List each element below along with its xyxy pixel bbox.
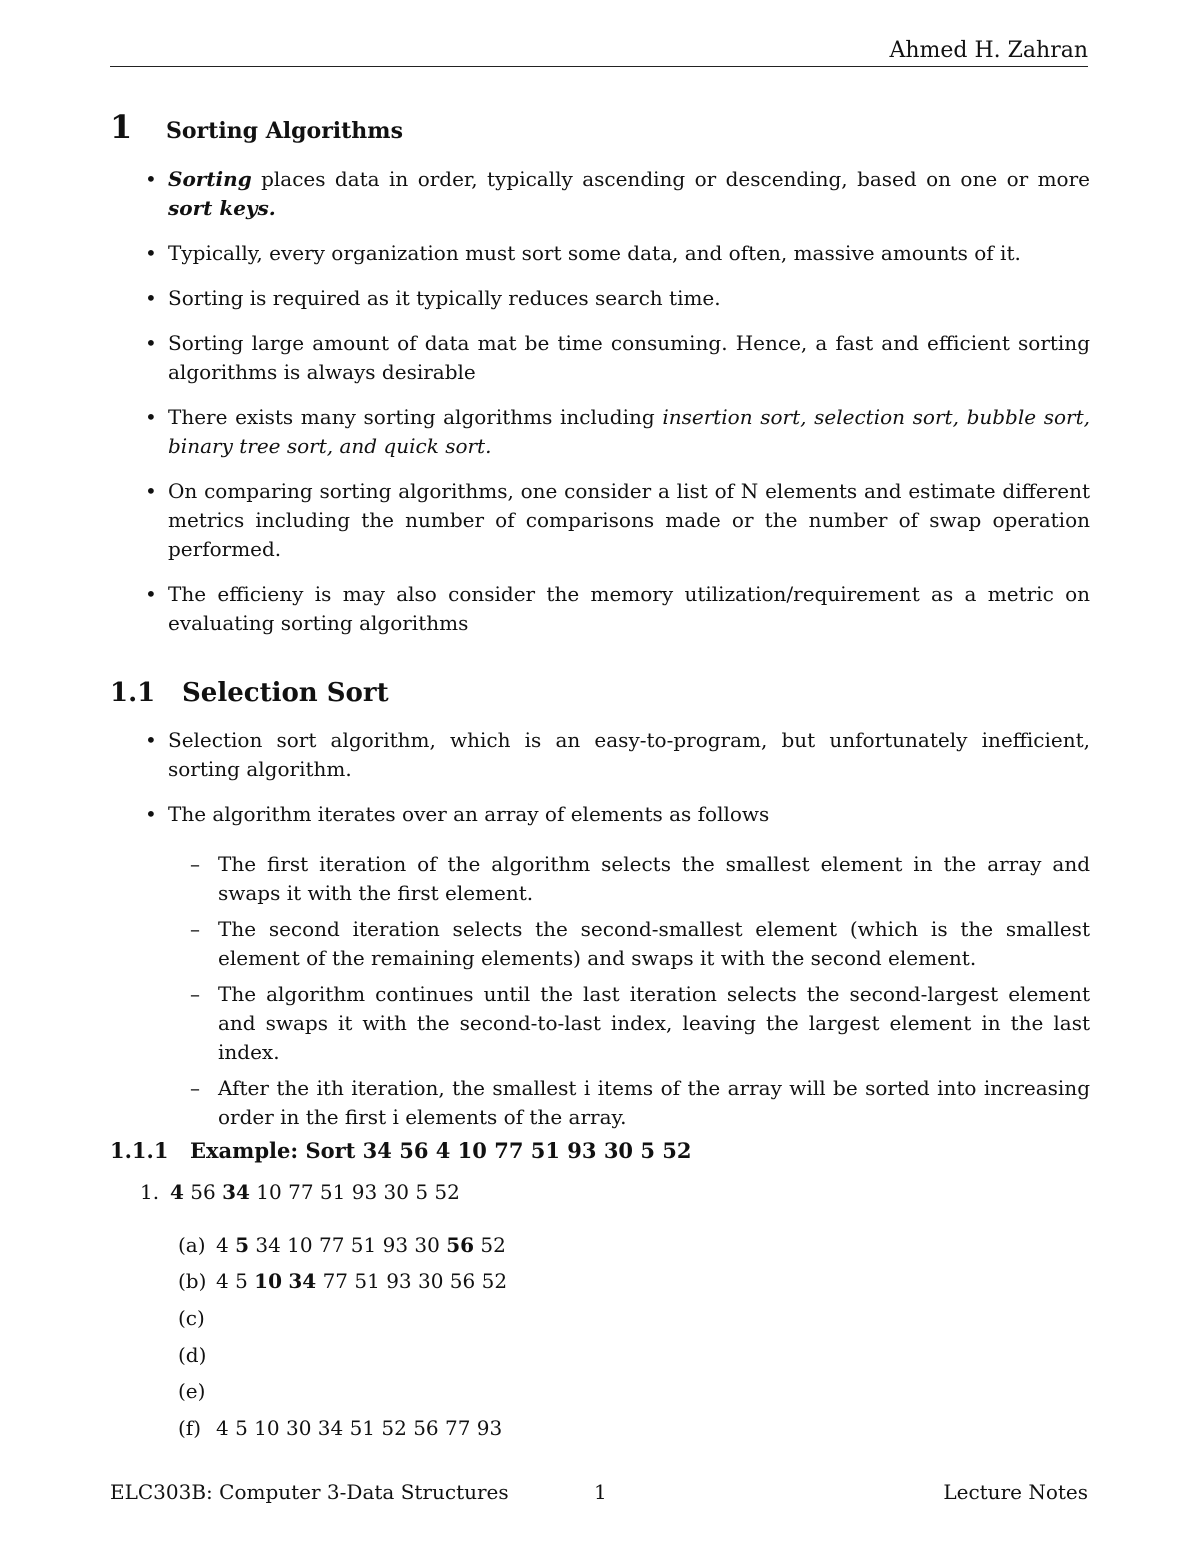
list-item: – The algorithm continues until the last iteration selects the second-largest element and swaps it with the second-to-last index, leaving the largest element in the last index. <box>190 980 1090 1067</box>
list-item: • Sorting places data in order, typically ascending or descending, based on one or more sort keys. <box>145 165 1090 223</box>
sorting-bullet-list <box>145 165 1090 654</box>
footer-label: Lecture Notes <box>943 1480 1088 1504</box>
list-item: – The second iteration selects the second-smallest element (which is the smallest element of the remaining elements) and swaps it with the second element. <box>190 915 1090 973</box>
list-item: • On comparing sorting algorithms, one consider a list of N elements and estimate different metrics including the number of comparisons made or the number of swap operation performed. <box>145 477 1090 564</box>
example-step-a: (a) 4 5 34 10 77 51 93 30 56 52 <box>178 1233 506 1257</box>
list-item: • There exists many sorting algorithms including insertion sort, selection sort, bubble sort, binary tree sort, and quick sort. <box>145 403 1090 461</box>
selection-sort-bullet-list <box>145 726 1090 845</box>
list-item: • Selection sort algorithm, which is an easy-to-program, but unfortunately inefficient, sorting algorithm. <box>145 726 1090 784</box>
list-item: – The first iteration of the algorithm selects the smallest element in the array and swaps it with the first element. <box>190 850 1090 908</box>
example-step-1: 1. 4 56 34 10 77 51 93 30 5 52 <box>140 1180 460 1204</box>
section-heading-1-1-1 <box>110 1138 692 1163</box>
list-item: – After the ith iteration, the smallest i items of the array will be sorted into increasing order in the first i elements of the array. <box>190 1074 1090 1132</box>
list-item: • Sorting is required as it typically reduces search time. <box>145 284 1090 313</box>
example-step-c: (c) <box>178 1306 205 1330</box>
section-title: Sorting Algorithms <box>166 118 403 144</box>
section-number: 1.1.1 <box>110 1138 169 1163</box>
section-number: 1 <box>110 108 133 146</box>
section-heading-1-1 <box>110 678 389 708</box>
list-item: • The algorithm iterates over an array of elements as follows <box>145 800 1090 829</box>
example-step-d: (d) <box>178 1343 207 1367</box>
example-step-b: (b) 4 5 10 34 77 51 93 30 56 52 <box>178 1269 508 1293</box>
footer-course: ELC303B: Computer 3-Data Structures <box>110 1480 509 1504</box>
header-author: Ahmed H. Zahran <box>889 38 1088 63</box>
iteration-dash-list <box>190 850 1090 1139</box>
section-number: 1.1 <box>110 678 156 708</box>
section-title: Example: Sort 34 56 4 10 77 51 93 30 5 52 <box>190 1138 692 1163</box>
example-step-e: (e) <box>178 1379 206 1403</box>
section-heading-1 <box>110 108 403 146</box>
example-step-f: (f) 4 5 10 30 34 51 52 56 77 93 <box>178 1416 503 1440</box>
header-rule <box>110 66 1088 67</box>
list-item: • The efficieny is may also consider the memory utilization/requirement as a metric on evaluating sorting algorithms <box>145 580 1090 638</box>
list-item: • Typically, every organization must sort some data, and often, massive amounts of it. <box>145 239 1090 268</box>
list-item: • Sorting large amount of data mat be time consuming. Hence, a fast and efficient sorting algorithms is always desirable <box>145 329 1090 387</box>
section-title: Selection Sort <box>182 678 389 708</box>
footer-page-number: 1 <box>594 1480 607 1504</box>
